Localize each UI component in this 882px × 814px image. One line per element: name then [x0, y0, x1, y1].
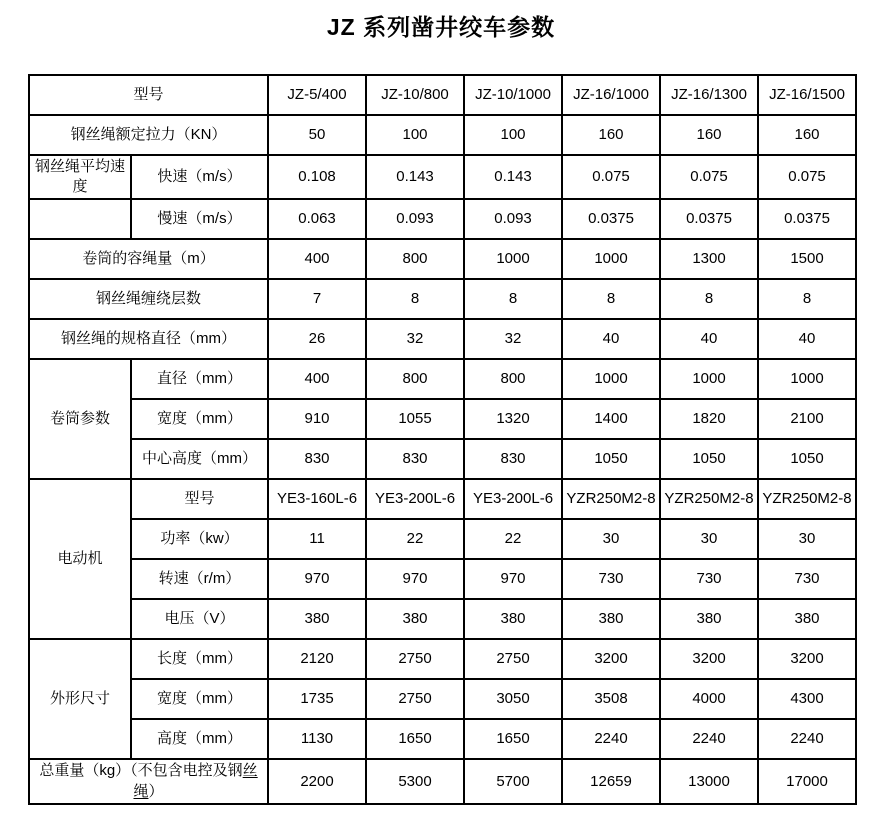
value-cell: 730	[660, 559, 758, 599]
value-cell: 910	[268, 399, 366, 439]
value-cell: 3050	[464, 679, 562, 719]
table-row	[29, 279, 856, 319]
value-cell: 3200	[562, 639, 660, 679]
row-label: 宽度（mm）	[131, 679, 268, 719]
value-cell: YE3-160L-6	[268, 479, 366, 519]
table-row	[29, 759, 856, 804]
total-weight-label	[29, 759, 268, 804]
value-cell: 0.075	[758, 155, 856, 200]
value-cell: 22	[464, 519, 562, 559]
table-row	[29, 239, 856, 279]
value-cell: 1130	[268, 719, 366, 759]
value-cell: 2750	[464, 639, 562, 679]
row-label: 钢丝绳缠绕层数	[29, 279, 268, 319]
value-cell: 970	[268, 559, 366, 599]
value-cell: 1000	[464, 239, 562, 279]
value-cell: 17000	[758, 759, 856, 804]
row-label: 中心高度（mm）	[131, 439, 268, 479]
group-label: 卷筒参数	[29, 359, 131, 479]
table-row	[29, 319, 856, 359]
table-row	[29, 199, 856, 239]
value-cell: 3200	[660, 639, 758, 679]
header-model-cell: JZ-16/1300	[660, 75, 758, 115]
value-cell: 0.093	[464, 199, 562, 239]
row-label: 转速（r/m）	[131, 559, 268, 599]
value-cell: 830	[464, 439, 562, 479]
header-model-cell: JZ-16/1500	[758, 75, 856, 115]
value-cell: 2240	[660, 719, 758, 759]
value-cell: 2750	[366, 639, 464, 679]
value-cell: 1650	[464, 719, 562, 759]
value-cell: 1320	[464, 399, 562, 439]
value-cell: 2120	[268, 639, 366, 679]
value-cell: 400	[268, 239, 366, 279]
value-cell: 970	[464, 559, 562, 599]
row-label: 长度（mm）	[131, 639, 268, 679]
value-cell: 50	[268, 115, 366, 155]
value-cell: 730	[562, 559, 660, 599]
value-cell: 1055	[366, 399, 464, 439]
value-cell: 2240	[562, 719, 660, 759]
value-cell: 3200	[758, 639, 856, 679]
value-cell: 0.075	[660, 155, 758, 200]
table-row	[29, 359, 856, 399]
header-row	[29, 75, 856, 115]
value-cell: 1050	[758, 439, 856, 479]
value-cell: 8	[366, 279, 464, 319]
value-cell: 8	[758, 279, 856, 319]
table-row	[29, 599, 856, 639]
empty-group-cell	[29, 199, 131, 239]
row-label: 卷筒的容绳量（m）	[29, 239, 268, 279]
row-label: 宽度（mm）	[131, 399, 268, 439]
table-row	[29, 679, 856, 719]
value-cell: 40	[758, 319, 856, 359]
value-cell: 0.143	[366, 155, 464, 200]
row-label: 高度（mm）	[131, 719, 268, 759]
table-row	[29, 519, 856, 559]
value-cell: 100	[366, 115, 464, 155]
value-cell: 1500	[758, 239, 856, 279]
value-cell: 3508	[562, 679, 660, 719]
value-cell: 1000	[562, 239, 660, 279]
page-title: JZ 系列凿井绞车参数	[326, 14, 556, 40]
total-weight-label-underlined: 丝绳	[133, 762, 258, 800]
value-cell: 12659	[562, 759, 660, 804]
table-row	[29, 719, 856, 759]
row-label: 慢速（m/s）	[131, 199, 268, 239]
value-cell: 8	[562, 279, 660, 319]
value-cell: 800	[464, 359, 562, 399]
value-cell: 32	[366, 319, 464, 359]
group-label: 外形尺寸	[29, 639, 131, 759]
row-label: 钢丝绳的规格直径（mm）	[29, 319, 268, 359]
value-cell: 5300	[366, 759, 464, 804]
value-cell: 7	[268, 279, 366, 319]
value-cell: 160	[758, 115, 856, 155]
value-cell: 380	[268, 599, 366, 639]
row-label: 快速（m/s）	[131, 155, 268, 200]
table-row	[29, 399, 856, 439]
value-cell: 30	[562, 519, 660, 559]
value-cell: 32	[464, 319, 562, 359]
value-cell: 1400	[562, 399, 660, 439]
value-cell: 100	[464, 115, 562, 155]
value-cell: 2240	[758, 719, 856, 759]
value-cell: YZR250M2-8	[758, 479, 856, 519]
row-label: 直径（mm）	[131, 359, 268, 399]
total-weight-label-suffix: ）	[148, 782, 164, 800]
value-cell: 22	[366, 519, 464, 559]
value-cell: 0.0375	[562, 199, 660, 239]
value-cell: 26	[268, 319, 366, 359]
value-cell: 830	[366, 439, 464, 479]
header-model-label: 型号	[29, 75, 268, 115]
group-label: 电动机	[29, 479, 131, 639]
value-cell: 40	[660, 319, 758, 359]
header-model-cell: JZ-5/400	[268, 75, 366, 115]
row-label: 电压（V）	[131, 599, 268, 639]
value-cell: 1650	[366, 719, 464, 759]
value-cell: 0.093	[366, 199, 464, 239]
value-cell: 1735	[268, 679, 366, 719]
value-cell: 800	[366, 239, 464, 279]
total-weight-label-prefix: 总重量（kg）（不包含电控及钢	[39, 762, 243, 780]
value-cell: 0.0375	[758, 199, 856, 239]
value-cell: 800	[366, 359, 464, 399]
value-cell: 2750	[366, 679, 464, 719]
value-cell: 1300	[660, 239, 758, 279]
value-cell: 1820	[660, 399, 758, 439]
table-row	[29, 559, 856, 599]
value-cell: 1050	[562, 439, 660, 479]
value-cell: YE3-200L-6	[366, 479, 464, 519]
header-model-cell: JZ-10/800	[366, 75, 464, 115]
value-cell: 30	[758, 519, 856, 559]
value-cell: 5700	[464, 759, 562, 804]
table-row	[29, 155, 856, 200]
value-cell: 0.143	[464, 155, 562, 200]
value-cell: 13000	[660, 759, 758, 804]
value-cell: 8	[464, 279, 562, 319]
table-row	[29, 439, 856, 479]
value-cell: 2200	[268, 759, 366, 804]
value-cell: 11	[268, 519, 366, 559]
row-label: 功率（kw）	[131, 519, 268, 559]
value-cell: 0.108	[268, 155, 366, 200]
value-cell: 4300	[758, 679, 856, 719]
value-cell: 970	[366, 559, 464, 599]
value-cell: 380	[562, 599, 660, 639]
row-label: 型号	[131, 479, 268, 519]
value-cell: 30	[660, 519, 758, 559]
value-cell: 4000	[660, 679, 758, 719]
value-cell: 1000	[562, 359, 660, 399]
value-cell: 380	[464, 599, 562, 639]
value-cell: 0.075	[562, 155, 660, 200]
value-cell: YZR250M2-8	[562, 479, 660, 519]
value-cell: 160	[562, 115, 660, 155]
value-cell: YE3-200L-6	[464, 479, 562, 519]
table-row	[29, 479, 856, 519]
table-row	[29, 639, 856, 679]
value-cell: 380	[366, 599, 464, 639]
value-cell: 160	[660, 115, 758, 155]
value-cell: 380	[758, 599, 856, 639]
row-label: 钢丝绳额定拉力（KN）	[29, 115, 268, 155]
table-row	[29, 115, 856, 155]
value-cell: 830	[268, 439, 366, 479]
value-cell: 0.063	[268, 199, 366, 239]
value-cell: 1000	[758, 359, 856, 399]
value-cell: 0.0375	[660, 199, 758, 239]
value-cell: 8	[660, 279, 758, 319]
winch-parameters-table	[28, 74, 857, 805]
value-cell: 730	[758, 559, 856, 599]
value-cell: 40	[562, 319, 660, 359]
value-cell: 1000	[660, 359, 758, 399]
value-cell: 380	[660, 599, 758, 639]
value-cell: 400	[268, 359, 366, 399]
group-label: 钢丝绳平均速度	[29, 155, 131, 200]
value-cell: 1050	[660, 439, 758, 479]
value-cell: YZR250M2-8	[660, 479, 758, 519]
header-model-cell: JZ-16/1000	[562, 75, 660, 115]
value-cell: 2100	[758, 399, 856, 439]
header-model-cell: JZ-10/1000	[464, 75, 562, 115]
